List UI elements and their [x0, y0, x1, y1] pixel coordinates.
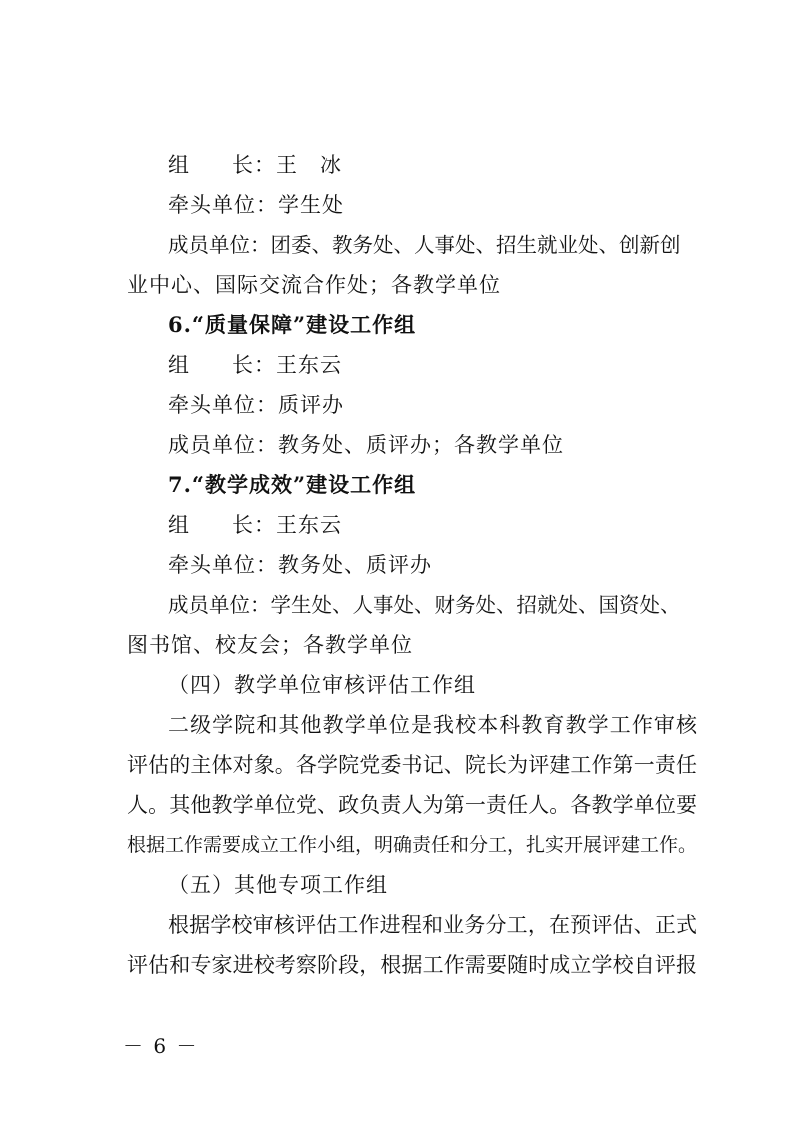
section4-para-line2: 评估的主体对象。各学院党委书记、院长为评建工作第一责任 [127, 753, 697, 777]
leader-label-b: 长： [232, 353, 276, 377]
section5-para-line1: 根据学校审核评估工作进程和业务分工，在预评估、正式 [168, 913, 697, 937]
group7-leader-name: 王东云 [276, 513, 342, 537]
group6-heading: 6.“质量保障”建设工作组 [168, 312, 417, 337]
page-number: － 6 － [123, 1034, 199, 1058]
group7-lead-unit: 牵头单位：教务处、质评办 [168, 553, 432, 577]
group5-members-line2: 业中心、国际交流合作处；各教学单位 [127, 273, 501, 297]
group6-leader-name: 王东云 [276, 353, 342, 377]
group7-members-line2: 图书馆、校友会；各教学单位 [127, 633, 413, 657]
section5-para-line2: 评估和专家进校考察阶段，根据工作需要随时成立学校自评报 [127, 953, 697, 977]
section4-heading: （四）教学单位审核评估工作组 [168, 673, 476, 697]
group5-lead-unit: 牵头单位：学生处 [168, 193, 344, 217]
section4-para-line3: 人。其他教学单位党、政负责人为第一责任人。各教学单位要 [127, 793, 697, 817]
group6-lead-unit: 牵头单位：质评办 [168, 393, 344, 417]
section4-para-line4: 根据工作需要成立工作小组，明确责任和分工，扎实开展评建工作。 [127, 834, 698, 856]
group6-leader-line [168, 345, 738, 385]
group5-leader-line [168, 145, 738, 185]
group6-members: 成员单位：教务处、质评办；各教学单位 [168, 433, 564, 457]
leader-label-a: 组 [168, 513, 190, 537]
group7-members-line1: 成员单位：学生处、人事处、财务处、招就处、国资处、 [168, 593, 681, 617]
group7-heading: 7.“教学成效”建设工作组 [168, 472, 417, 497]
section5-heading: （五）其他专项工作组 [168, 873, 388, 897]
leader-label-a: 组 [168, 353, 190, 377]
section4-para-line1: 二级学院和其他教学单位是我校本科教育教学工作审核 [168, 713, 697, 737]
group5-members-line1: 成员单位：团委、教务处、人事处、招生就业处、创新创 [168, 233, 681, 257]
leader-label-a: 组 [168, 153, 190, 177]
leader-label-b: 长： [232, 153, 276, 177]
group5-leader-name: 王 冰 [276, 153, 342, 177]
leader-label-b: 长： [232, 513, 276, 537]
group7-leader-line [168, 505, 738, 545]
